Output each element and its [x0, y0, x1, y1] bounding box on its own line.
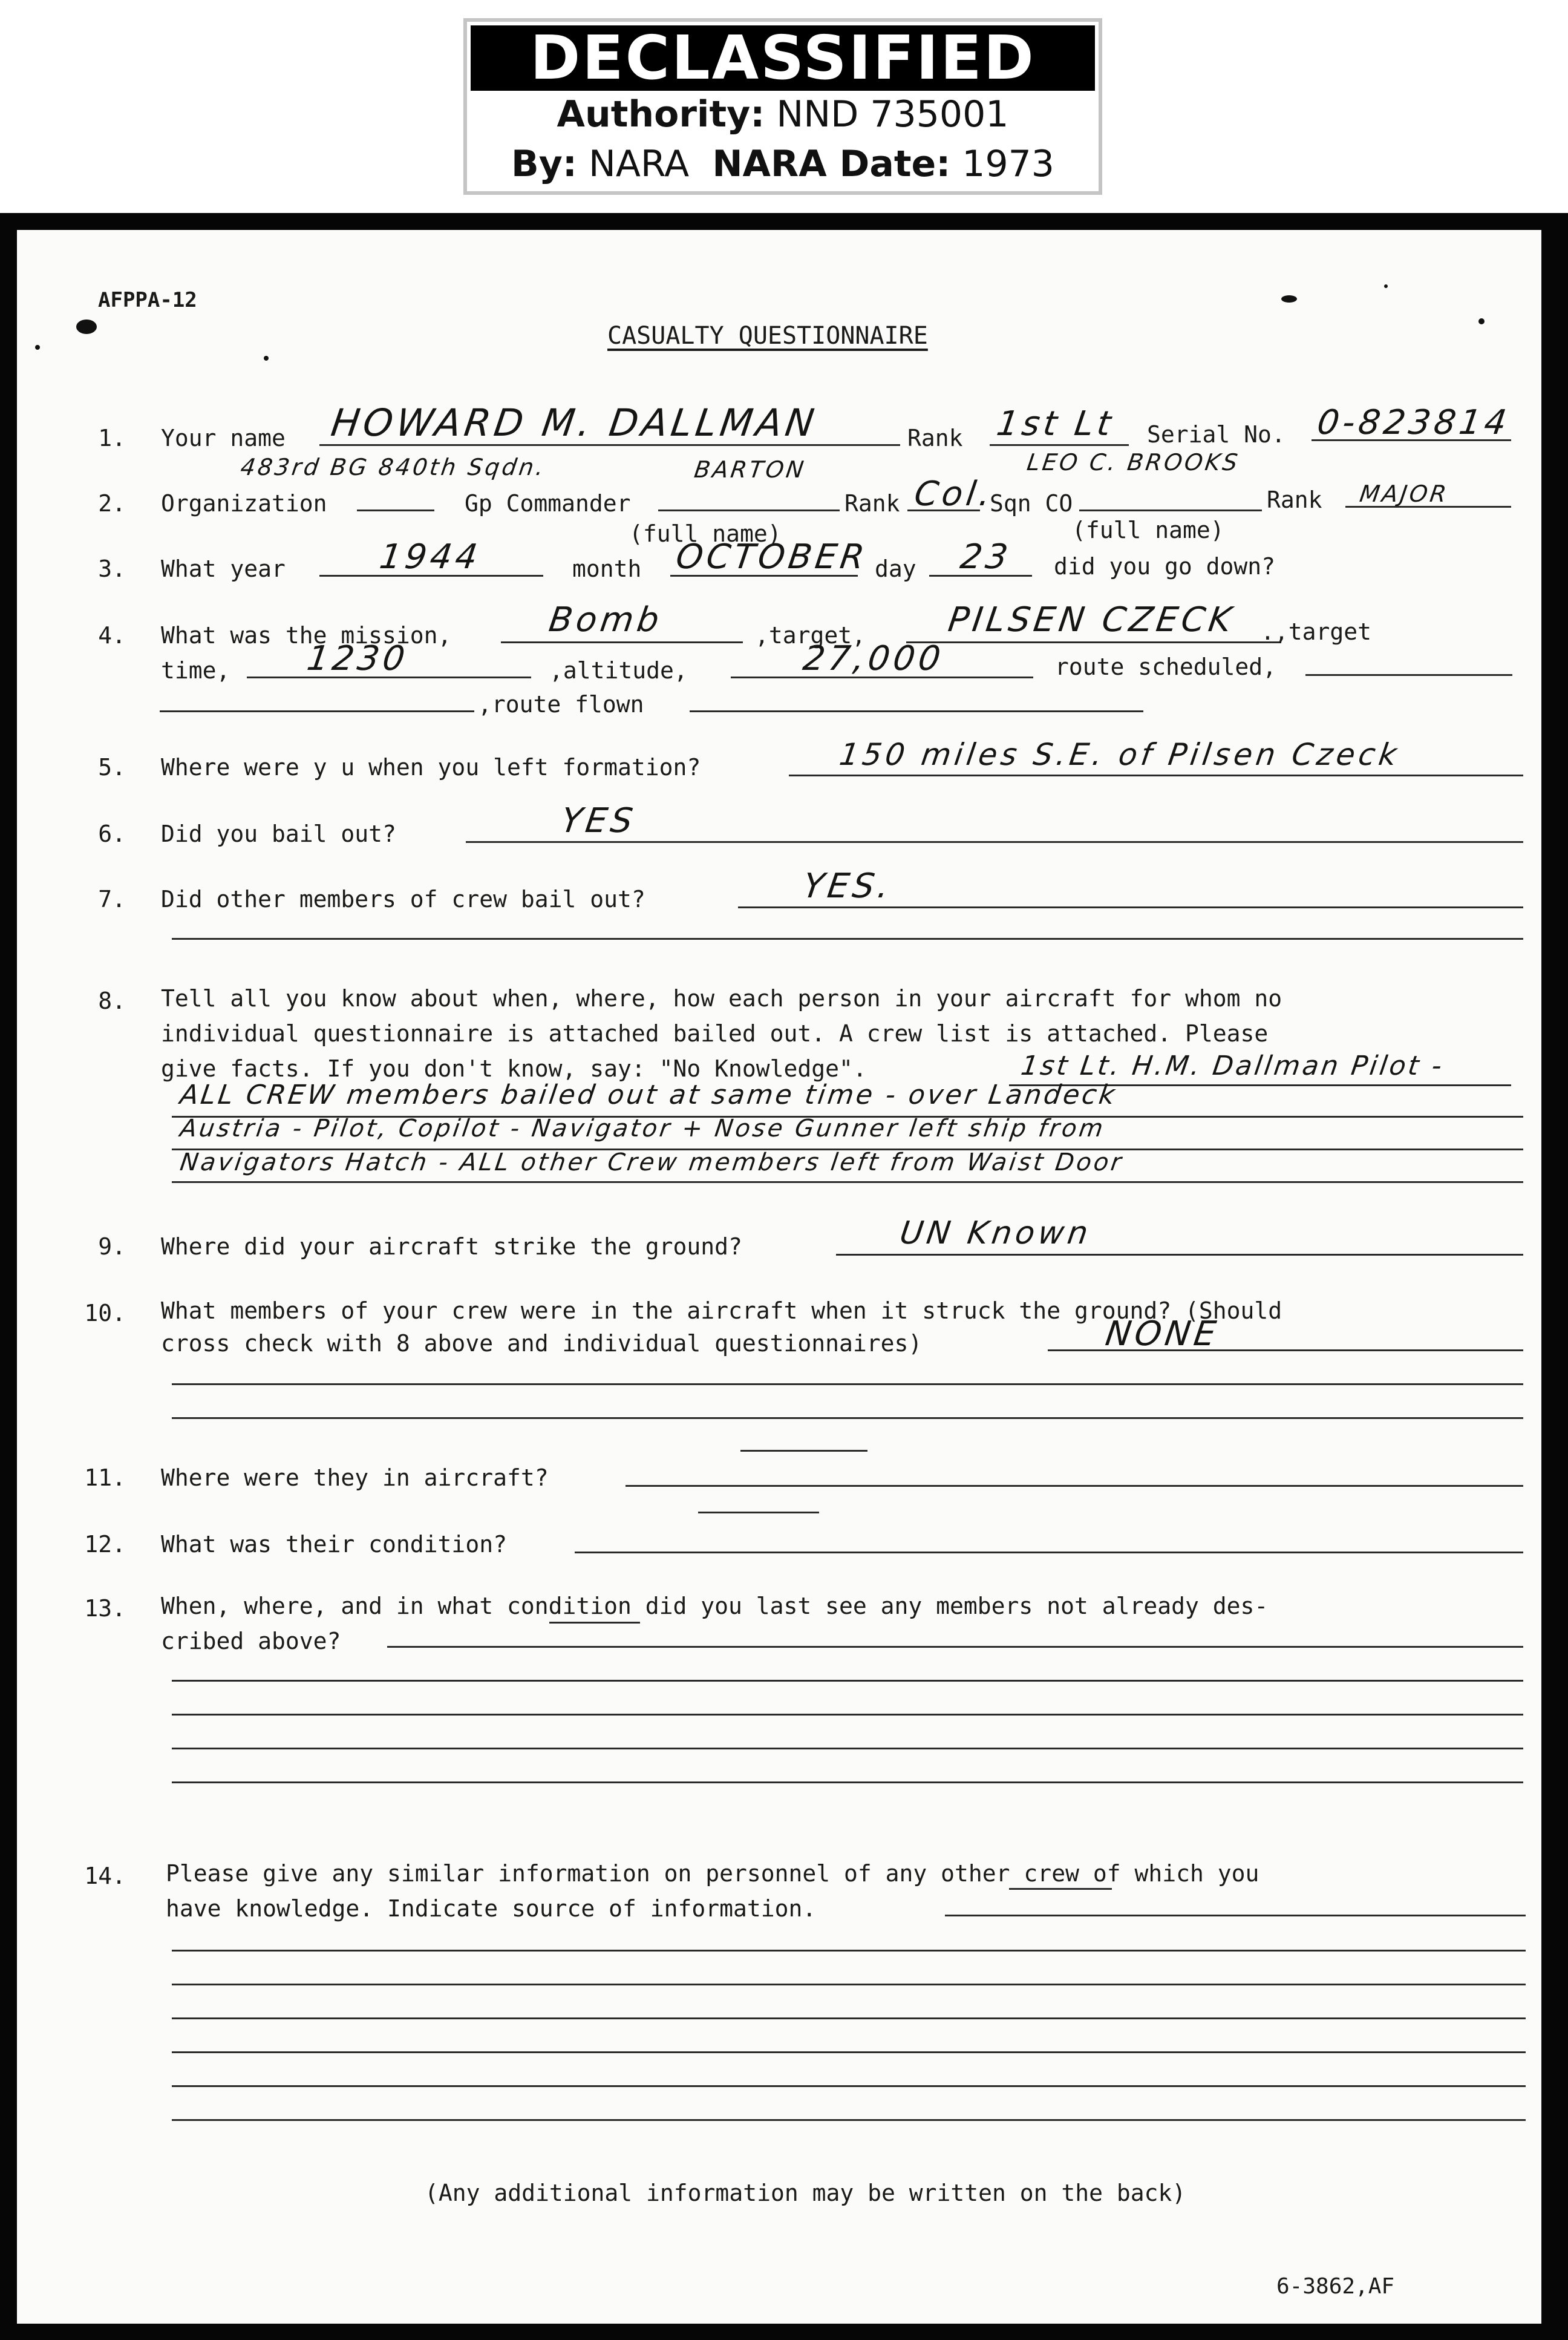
q4-number: 4. [98, 622, 126, 649]
q2-gp-rank-value: Col. [912, 474, 997, 514]
q4-altitude-value: 27,000 [800, 639, 947, 678]
q2-org-value: 483rd BG 840th Sqdn. [238, 454, 548, 480]
q4-time-value: 1230 [304, 639, 411, 678]
q5-number: 5. [98, 754, 126, 781]
ink-speck [264, 356, 269, 361]
q6-number: 6. [98, 821, 126, 847]
q13-extra-line-4 [172, 1781, 1523, 1783]
q2-number: 2. [98, 490, 126, 517]
stamp-by-label: By: [511, 143, 577, 185]
q4-target-line [906, 641, 1281, 643]
stamp-authority-label: Authority: [557, 93, 765, 136]
q6-label: Did you bail out? [161, 821, 396, 847]
scan-frame [0, 213, 1568, 2340]
q10-value: NONE [1103, 1314, 1222, 1354]
q2-sqn-value: LEO C. BROOKS [1025, 449, 1242, 476]
q5-line [789, 775, 1523, 776]
q8-number: 8. [98, 988, 126, 1014]
q1-serial-label: Serial No. [1147, 421, 1285, 448]
q5-label: Where were y u when you left formation? [161, 754, 701, 781]
q3-day-label: day [875, 556, 916, 582]
q8-answer-1: 1st Lt. H.M. Dallman Pilot - [1019, 1050, 1446, 1081]
ink-speck [35, 345, 40, 350]
q12-dash-mark [698, 1512, 819, 1513]
q8-line-2: individual questionnaire is attached bailed out. A crew list is attached. Please [161, 1020, 1269, 1047]
q1-serial-value: 0-823814 [1315, 403, 1513, 442]
q3-number: 3. [98, 556, 126, 582]
form-code: AFPPA-12 [98, 288, 197, 312]
q1-rank-value: 1st Lt [994, 404, 1117, 444]
q1-name-value: HOWARD M. DALLMAN [328, 401, 821, 445]
q7-value: YES. [800, 867, 895, 906]
q8-answer-4: Navigators Hatch - ALL other Crew members left from Waist Door [178, 1149, 1126, 1176]
q2-gp-fullname-label: (full name) [629, 520, 782, 547]
q6-line [466, 841, 1523, 843]
q7-line [738, 906, 1523, 908]
q11-label: Where were they in aircraft? [161, 1464, 549, 1491]
q14-answer-line [945, 1915, 1526, 1916]
q2-sqn-rank-label: Rank [1267, 487, 1322, 513]
q7-label: Did other members of crew bail out? [161, 886, 645, 913]
q13-answer-line [387, 1646, 1523, 1648]
q14-dash-mark [1009, 1888, 1112, 1890]
q10-line-1: What members of your crew were in the aircraft when it struck the ground? (Should [161, 1297, 1282, 1324]
q2-gp-value: BARTON [692, 456, 808, 483]
q4-target-value: PILSEN CZECK [946, 600, 1238, 640]
ink-speck [76, 320, 97, 334]
q13-extra-line-2 [172, 1714, 1523, 1716]
q4-route-line-start [160, 710, 474, 712]
q14-line-2: have knowledge. Indicate source of information. [166, 1895, 817, 1922]
q9-line [836, 1254, 1523, 1256]
q1-rank-line [990, 444, 1129, 446]
q4-time-label: time, [161, 657, 230, 684]
stamp-by-date [467, 143, 1099, 185]
q2-sqn-fullname-label: (full name) [1072, 517, 1224, 543]
q9-value: UN Known [897, 1215, 1094, 1251]
q4-mission-line [501, 641, 743, 643]
q12-number: 12. [84, 1531, 126, 1558]
declassified-stamp [463, 18, 1102, 195]
q4-route-flown-line [690, 710, 1143, 712]
q4-target-label: ,target, [755, 622, 866, 649]
q13-number: 13. [84, 1595, 126, 1622]
q13-extra-line-3 [172, 1748, 1523, 1749]
q8-answer-3: Austria - Pilot, Copilot - Navigator + Nose Gunner left ship from [178, 1115, 1108, 1142]
q7-number: 7. [98, 886, 126, 913]
q2-sqn-line [1079, 510, 1262, 511]
q14-extra-line-6 [172, 2119, 1526, 2121]
q4-mission-label: What was the mission, [161, 622, 452, 649]
q4-route-scheduled-line [1305, 674, 1512, 676]
form-title: CASUALTY QUESTIONNAIRE [607, 322, 928, 350]
q4-mission-value: Bomb [546, 600, 665, 640]
q13-extra-line-1 [172, 1680, 1523, 1682]
q4-target-time-label: .,target [1261, 618, 1372, 645]
stamp-by-value: NARA [588, 143, 690, 185]
q3-day-value: 23 [958, 537, 1014, 577]
q11-number: 11. [84, 1464, 126, 1491]
q8-line-3: give facts. If you don't know, say: "No Knowledge". [161, 1055, 867, 1082]
q1-number: 1. [98, 425, 126, 451]
q12-label: What was their condition? [161, 1531, 507, 1558]
stamp-authority-value: NND 735001 [776, 93, 1009, 136]
q4-altitude-label: ,altitude, [549, 657, 688, 684]
q2-sqn-rank-value: MAJOR [1357, 480, 1451, 507]
q12-line [575, 1552, 1523, 1553]
q5-value: 150 miles S.E. of Pilsen Czeck [837, 737, 1403, 772]
q2-gp-rank-label: Rank [844, 490, 900, 517]
q11-dash-mark [740, 1450, 867, 1452]
footer-note: (Any additional information may be written on the back) [425, 2180, 1186, 2206]
ink-speck [1478, 318, 1485, 324]
form-number: 6-3862,AF [1276, 2274, 1395, 2299]
q14-number: 14. [84, 1863, 126, 1889]
q11-line [626, 1485, 1523, 1487]
q13-line-1: When, where, and in what condition did you last see any members not already des- [161, 1593, 1269, 1619]
q4-route-flown-label: ,route flown [478, 691, 644, 718]
ink-speck [1281, 295, 1297, 303]
q8-answer-line-4 [172, 1181, 1523, 1183]
q13-dash-mark [549, 1622, 640, 1624]
q1-name-label: Your name [161, 425, 286, 451]
q3-tail: did you go down? [1054, 553, 1276, 580]
q10-line-2: cross check with 8 above and individual questionnaires) [161, 1330, 923, 1357]
q10-extra-line-1 [172, 1383, 1523, 1385]
q9-number: 9. [98, 1233, 126, 1260]
stamp-authority [467, 93, 1099, 136]
q7-extra-line [172, 938, 1523, 940]
q1-rank-label: Rank [907, 425, 963, 451]
q2-sqn-label: Sqn CO [990, 490, 1073, 517]
ink-speck [1384, 284, 1388, 288]
q2-org-line [357, 510, 434, 511]
q14-extra-line-1 [172, 1950, 1526, 1952]
q3-month-value: OCTOBER [673, 537, 871, 577]
q14-extra-line-3 [172, 2017, 1526, 2019]
q2-gp-line [658, 510, 840, 511]
q2-org-label: Organization [161, 490, 327, 517]
q4-route-scheduled-label: route scheduled, [1055, 654, 1277, 680]
q14-extra-line-5 [172, 2085, 1526, 2087]
stamp-date-label: NARA Date: [712, 143, 951, 185]
q3-month-label: month [572, 556, 642, 582]
q10-extra-line-2 [172, 1417, 1523, 1419]
q8-line-1: Tell all you know about when, where, how each person in your aircraft for whom no [161, 985, 1282, 1012]
q3-year-label: What year [161, 556, 286, 582]
q8-answer-2: ALL CREW members bailed out at same time - over Landeck [178, 1080, 1119, 1110]
questionnaire-sheet [17, 230, 1541, 2324]
q6-value: YES [558, 801, 639, 841]
q2-gp-label: Gp Commander [465, 490, 631, 517]
q13-line-2: cribed above? [161, 1628, 341, 1654]
stamp-date-value: 1973 [962, 143, 1054, 185]
q14-extra-line-2 [172, 1984, 1526, 1985]
q14-line-1: Please give any similar information on personnel of any other crew of which you [166, 1860, 1259, 1887]
stamp-title: DECLASSIFIED [471, 25, 1095, 91]
q3-year-value: 1944 [377, 537, 484, 577]
q10-number: 10. [84, 1300, 126, 1326]
q9-label: Where did your aircraft strike the ground? [161, 1233, 742, 1260]
q14-extra-line-4 [172, 2051, 1526, 2053]
